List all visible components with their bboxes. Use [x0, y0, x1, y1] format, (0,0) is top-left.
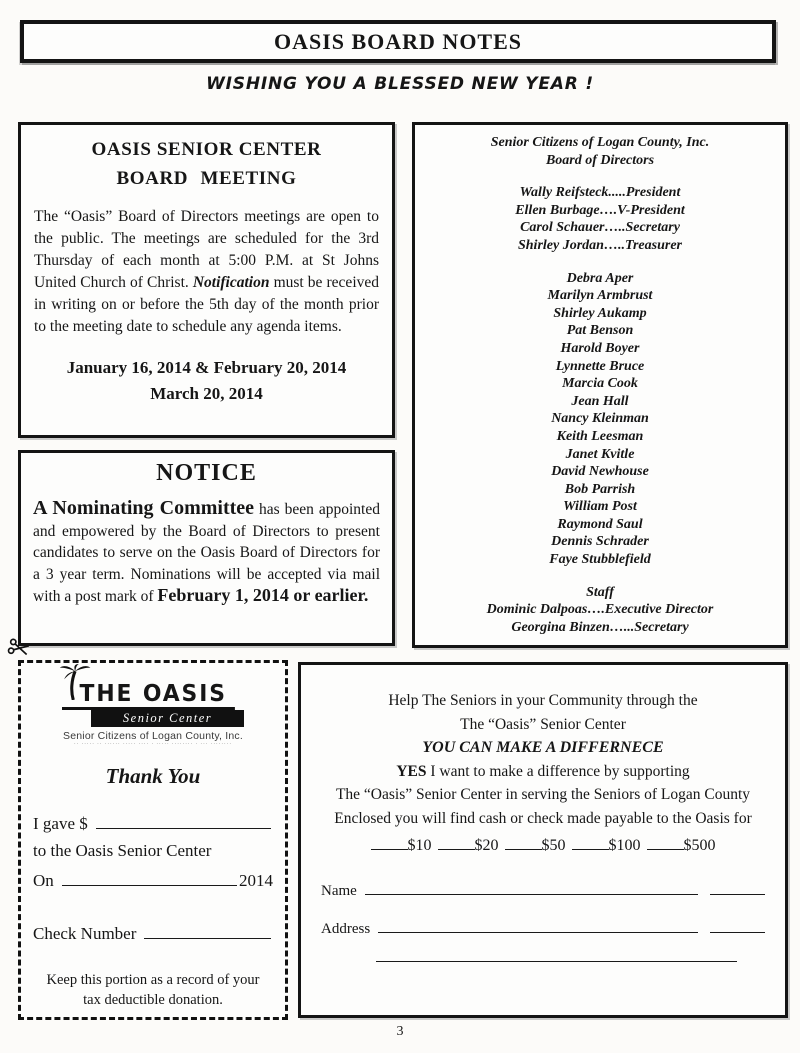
- amount-option: $20: [474, 837, 499, 854]
- member-line: William Post: [563, 499, 637, 515]
- address-label: Address: [321, 920, 371, 937]
- member-line: Shirley Aukamp: [553, 305, 647, 321]
- header-box: [20, 20, 776, 63]
- directors-org-line1: Senior Citizens of Logan County, Inc.: [490, 135, 710, 150]
- staff-line: Georgina Binzen…...Secretary: [511, 619, 689, 635]
- date-blank-line: [62, 868, 237, 886]
- to-oasis-line: to the Oasis Senior Center: [33, 840, 212, 860]
- member-line: Janet Kvitle: [565, 446, 635, 462]
- logo-org-line: Senior Citizens of Logan County, Inc.: [63, 730, 243, 742]
- form-line2: The “Oasis” Senior Center: [460, 715, 626, 733]
- member-line: Pat Benson: [566, 323, 634, 339]
- i-gave-label: I gave $: [33, 813, 88, 833]
- amount-checkbox-blank: [438, 834, 475, 850]
- form-line6: Enclosed you will find cash or check made payable to the Oasis for: [334, 809, 752, 827]
- board-meeting-notification-emphasis: Notification: [192, 274, 270, 291]
- notice-box: [18, 450, 395, 646]
- member-line: Bob Parrish: [564, 481, 636, 497]
- board-meeting-title-line2: BOARD MEETING: [116, 168, 297, 189]
- amount-option: $500: [683, 837, 716, 854]
- member-line: Nancy Kleinman: [551, 411, 649, 427]
- officer-line: Shirley Jordan…..Treasurer: [517, 237, 682, 253]
- staff-line: Dominic Dalpoas….Executive Director: [486, 602, 714, 618]
- amount-checkbox-blank: [572, 834, 609, 850]
- spacer: [415, 255, 785, 270]
- amount-options-row: [321, 834, 765, 855]
- spacer: [415, 569, 785, 584]
- check-number-label: Check Number: [33, 923, 137, 943]
- member-line: Raymond Saul: [557, 516, 643, 532]
- board-meeting-body-post: must be received in writing on or before the 5th day of the month prior to the meeting date to schedule any agenda items.: [34, 274, 379, 335]
- board-meeting-body: [34, 206, 379, 338]
- member-line: Marilyn Armbrust: [547, 288, 653, 304]
- directors-box: [412, 122, 788, 648]
- member-line: Harold Boyer: [560, 340, 640, 356]
- meeting-dates-line1: January 16, 2014 & February 20, 2014: [66, 358, 347, 377]
- staff-heading: Staff: [586, 584, 614, 600]
- name-blank-short: [710, 879, 765, 895]
- check-number-blank-line: [144, 921, 271, 939]
- officer-line: Carol Schauer…..Secretary: [520, 220, 680, 236]
- thank-you-text: Thank You: [105, 764, 201, 788]
- member-line: Faye Stubblefield: [549, 552, 651, 568]
- amount-option: $50: [541, 837, 566, 854]
- logo-title-text: THE OASIS: [62, 681, 235, 710]
- directors-org-line2: Board of Directors: [545, 152, 655, 168]
- year-text: 2014: [239, 870, 273, 890]
- staff-list: [415, 601, 785, 636]
- board-meeting-body-pre: The “Oasis” Board of Directors meetings are open to the public. The meetings are scheduled for the 3rd Thursday of each month at 5:00 P.M. at St Johns United Church of Christ.: [34, 208, 379, 291]
- notice-deadline: February 1, 2014 or earlier.: [157, 585, 369, 605]
- officers-list: [415, 184, 785, 254]
- address-blank-line: [378, 917, 698, 933]
- logo-fine-print: ·· ····· ·· ······ ····· ···· · ····· ········ · ··· ········: [73, 742, 232, 747]
- amount-option: $10: [407, 837, 432, 854]
- officer-line: Ellen Burbage….V-President: [515, 202, 685, 218]
- amount-option: $100: [608, 837, 641, 854]
- amount-checkbox-blank: [505, 834, 542, 850]
- form-line4: [321, 760, 765, 784]
- member-line: David Newhouse: [551, 464, 649, 480]
- form-slogan: YOU CAN MAKE A DIFFERNECE: [422, 739, 664, 756]
- board-meeting-box: [18, 122, 395, 438]
- amount-blank-line: [96, 811, 271, 829]
- address-blank-short: [710, 917, 765, 933]
- member-line: Keith Leesman: [556, 428, 644, 444]
- officer-line: Wally Reifsteck.....President: [519, 185, 681, 201]
- oasis-logo: [62, 681, 244, 747]
- greeting-text: WISHING YOU A BLESSED NEW YEAR !: [206, 74, 594, 94]
- notice-body: [33, 498, 380, 608]
- member-line: Jean Hall: [571, 393, 629, 409]
- name-label: Name: [321, 882, 357, 899]
- page-number: 3: [396, 1024, 404, 1039]
- donation-form: [298, 662, 788, 1018]
- yes-label: YES: [396, 762, 427, 780]
- notice-body-text: has been appointed and empowered by the Board of Directors to present candidates to serve on the Oasis Board of Directors for a 3 year term. Nominations will be accepted via mail with a post mark of: [33, 501, 380, 605]
- member-line: Lynnette Bruce: [555, 358, 645, 374]
- keep-note-line2: tax deductible donation.: [83, 991, 223, 1008]
- city-state-blank-line: [376, 960, 737, 962]
- member-line: Debra Aper: [566, 270, 634, 286]
- amount-checkbox-blank: [371, 834, 408, 850]
- form-line1: Help The Seniors in your Community through the: [388, 692, 698, 709]
- spacer: [415, 169, 785, 184]
- members-list: [415, 270, 785, 569]
- meeting-dates-line2: March 20, 2014: [150, 384, 263, 403]
- notice-title: NOTICE: [156, 460, 257, 486]
- member-line: Dennis Schrader: [551, 534, 649, 550]
- name-blank-line: [365, 879, 698, 895]
- board-meeting-title-line1: OASIS SENIOR CENTER: [91, 139, 322, 160]
- on-label: On: [33, 870, 54, 890]
- keep-note-line1: Keep this portion as a record of your: [46, 971, 260, 988]
- notice-lead: A Nominating Committee: [33, 497, 255, 519]
- form-line5: The “Oasis” Senior Center in serving the Seniors of Logan County: [335, 786, 751, 803]
- member-line: Marcia Cook: [562, 376, 638, 392]
- page-title: OASIS BOARD NOTES: [273, 28, 523, 54]
- receipt-stub: [18, 660, 288, 1020]
- scissors-icon: [6, 636, 32, 661]
- form-line4-rest: I want to make a difference by supporting: [426, 762, 690, 780]
- logo-banner-text: Senior Center: [91, 710, 244, 727]
- amount-checkbox-blank: [647, 834, 684, 850]
